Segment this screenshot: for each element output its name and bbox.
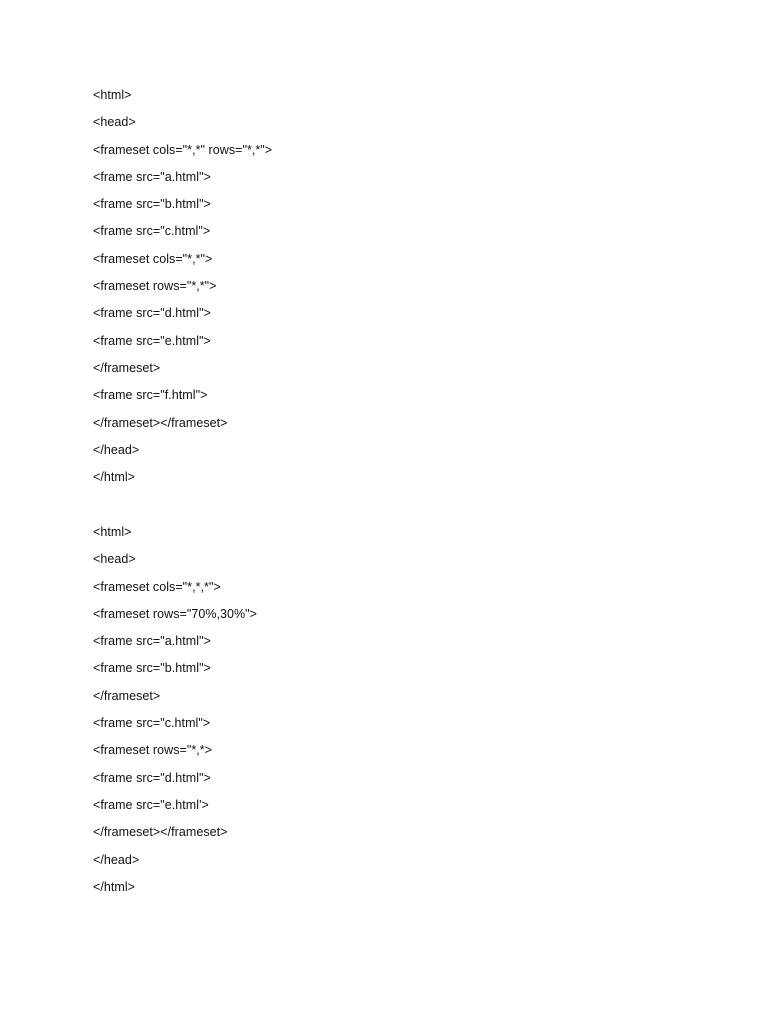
code-line: <frame src="b.html"> bbox=[93, 197, 211, 212]
code-line: <head> bbox=[93, 552, 136, 567]
code-line: <frame src="b.html"> bbox=[93, 661, 211, 676]
code-line: <frame src="a.html"> bbox=[93, 169, 211, 184]
code-line: <frameset rows="*,*> bbox=[93, 743, 213, 758]
code-line: </frameset> bbox=[93, 360, 161, 375]
code-line: <frame src="d.html"> bbox=[93, 770, 211, 785]
code-line: </frameset></frameset> bbox=[93, 825, 228, 840]
code-line: <frame src="f.html"> bbox=[93, 388, 208, 403]
code-line: </html> bbox=[93, 879, 136, 894]
code-block-2 bbox=[93, 523, 257, 905]
code-line: </frameset></frameset> bbox=[93, 415, 228, 430]
code-line: <frameset cols="*,*"> bbox=[93, 251, 213, 266]
code-line: </html> bbox=[93, 470, 136, 485]
code-line: <frameset cols="*,*,*"> bbox=[93, 579, 221, 594]
code-line: <frame src="e.html"> bbox=[93, 333, 211, 348]
code-line: </head> bbox=[93, 852, 140, 867]
code-line: <html> bbox=[93, 88, 132, 102]
code-line: <frame src="a.html"> bbox=[93, 634, 211, 649]
code-line: <frame src="d.html"> bbox=[93, 306, 211, 321]
code-line: <head> bbox=[93, 115, 136, 130]
code-line: <frame src="c.html"> bbox=[93, 224, 211, 239]
code-line: <html> bbox=[93, 525, 132, 539]
code-line: <frameset rows="70%,30%"> bbox=[93, 606, 258, 621]
code-line: <frame src="c.html"> bbox=[93, 716, 211, 731]
code-line: <frameset rows="*,*"> bbox=[93, 279, 217, 294]
code-line: <frameset cols="*,*" rows="*,*"> bbox=[93, 142, 273, 157]
code-line: </head> bbox=[93, 442, 140, 457]
code-line: <frame src="e.html'> bbox=[93, 797, 209, 812]
code-block-1 bbox=[93, 86, 272, 495]
code-line: </frameset> bbox=[93, 688, 161, 703]
